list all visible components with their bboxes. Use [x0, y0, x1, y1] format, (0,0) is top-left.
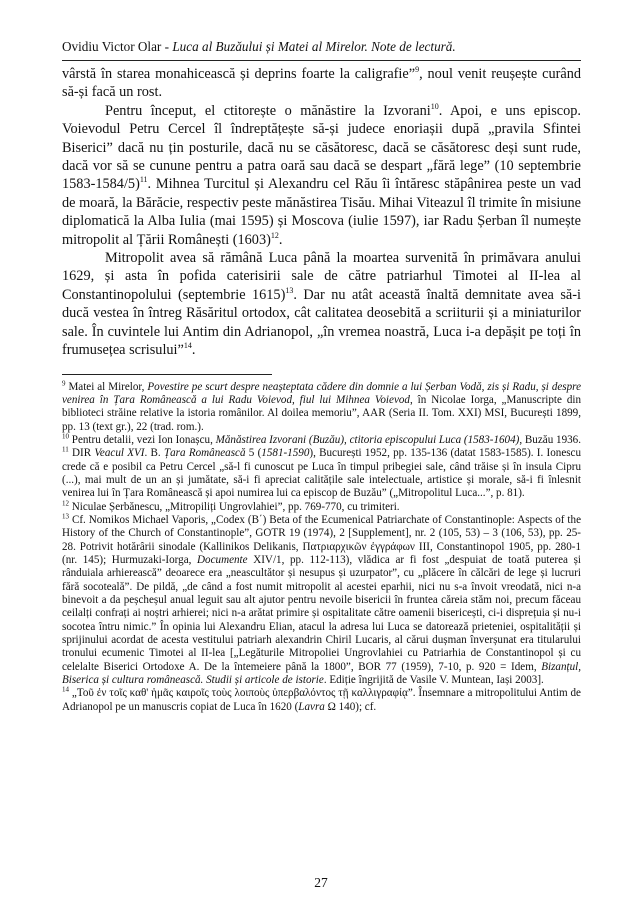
footnote-ref-14[interactable]: 14: [183, 341, 192, 351]
footnote-ref-12[interactable]: 12: [270, 230, 279, 240]
header-rule: [62, 60, 581, 61]
footnote-ref-9[interactable]: 9: [415, 65, 420, 75]
page-number: 27: [314, 875, 328, 890]
footnote-rule: [62, 374, 272, 375]
footnote-ref-13[interactable]: 13: [285, 286, 294, 296]
footnote-ref-11[interactable]: 11: [139, 175, 148, 185]
footnote-9: $^9$ Matei al Mirelor, Povestire pe scurt despre neașteptata cădere din domnie a lui Șerban Vodă, zis și Radu, și despre venirea în Țara Românească a lui Radu Voievod, fiul lui Mihnea Voievod, în Nicolae Iorga, „Manuscripte din biblioteci străine relative la istoria românilor. Al doilea memoriu”, AAR (Seria II. Tom. XXI) MSI, București 1899, pp. 13 (text gr.), 22 (trad. rom.).: [62, 378, 582, 433]
footnote-11: $^{11}$ DIR Veacul XVI. B. Țara Românească 5 (1581-1590), București 1952, pp. 135-136 (datat 1583-1585). I. Ionescu crede că e posibil ca Petru Cercel „să-l fi cunoscut pe Luca în timpul pribegiei sale, când trăise și în insula Cipru (...), mai mult de un an și jumătate, să-i fi apreciat calitățile sale intelectuale, artistice și morale, să-i fi înlesnit venirea lui în Țara Românească și apoi numirea lui ca episcop de Buzău” („Mitropolitul Luca...”, p. 81).: [62, 445, 582, 500]
header-author: Ovidiu Victor Olar -: [62, 39, 173, 54]
running-header: [62, 38, 581, 55]
footnotes: [62, 378, 582, 715]
header-title: Luca al Buzăului și Matei al Mirelor. Note de lectură.: [172, 39, 456, 54]
paragraph-3: Mitropolit avea să rămână Luca până la moartea survenită în primăvara anului 1629, și asta în pofida caterisirii sale de către patriarhul Timotei al II-lea al Constantinopolului (septembrie 1615)$^{13}$. Dar nu atât această înaltă demnitate avea să-i ducă vestea în întreg Răsăritul ortodox, cât calitatea deosebită a scriiturii și a miniaturilor sale. În cuvintele lui Antim din Adrianopol, „în vremea noastră, Luca i-a depășit pe toți în frumusețea scrisului”$^{14}$.: [62, 250, 581, 359]
paragraph-2: Pentru început, el ctitorește o mănăstire la Izvorani$^{10}$. Apoi, e uns episcop. Voievodul Petru Cercel îl îndreptățește să-și judece enoriașii după „pravila Sfintei Biserici” dacă nu țin posturile, dacă nu se căsătoresc, dacă se căsătoresc deși sunt rude, dacă vor să se cunune pentru a patra oară sau dacă se despart „fără lege” (10 septembrie 1583-1584/5)$^{11}$. Mihnea Turcitul și Alexandru cel Rău îi întăresc stăpânirea peste un vad de moară, la Bărăcie, respectiv peste mănăstirea Tisău. Mihai Viteazul îl trimite în misiune diplomatică la Alba Iulia (mai 1595) și Moscova (iulie 1597), iar Radu Șerban îl numește mitropolit al Țării Românești $(1603)^{12}$.: [62, 102, 582, 248]
footnote-13: $^{13}$ Cf. Nomikos Michael Vaporis, „Codex (Β΄) Beta of the Ecumenical Patriarchate of Constantinople: Aspects of the History of the Church of Constantinople”, GOTR 19 (1974), 2 [Supplement], nr. 2 (105, 53) – 3 (106, 53), pp. 25-28. Potrivit hotărârii sinodale (Kallinikos Delikanis, Πατριαρχικῶν ἐγγράφων III, Constantinopol 1905, pp. 280-1 (nr. 145); Hurmuzaki-Iorga, Documente XIV/1, pp. 112-113), vlădica ar fi fost „despuiat de toată puterea și rânduiala arhierească” deoarece era „neascultător și nesupus și uzurpator”, cu „plăcere în călcări de lege și lucruri fără socoteală”. De pildă, „de când a fost numit mitropolit al acestei eparhii, nici nu s-a învoit vreodată, nici n-a binevoit a da peșcheșul anual leguit sau alt ajutor pentru nevoile bisericii în fruntea căreia stăm noi, precum făceau ceilalți confrați ai noștri arhierei; nici n-a arătat primire și ospitalitate către oamenii bisericești, ci-i disprețuia și nu-i socotea întru nimic.” În opinia lui Alexandru Elian, atacul la adresa lui Luca se datorează prieteniei, ospitalității și sprijinului acordat de acesta vestitului patriarh alexandrin Chiril Lucaris, al cărui dușman înverșunat era titularului tronului ecumenic Timotei al II-lea [„Legăturile Mitropoliei Ungrovlahiei cu Patriarhia de Constantinopol și cu celelalte Biserici Ortodoxe A. De la întemeiere până la 1800”, BOR 77 (1959), 7-10, p. 920 = Idem, Bizanțul, Biserica și cultura românească. Studii și articole de istorie. Ediție îngrijită de Vasile V. Muntean, Iași 2003].: [62, 512, 581, 687]
footnote-12: $^{12}$ Niculae Șerbănescu, „Mitropiliți Ungrovlahiei”, pp. 769-770, cu trimiteri.: [62, 498, 400, 513]
footnote-14: $^{14}$ „Τοῦ ἐν τοῖς καθ' ἡμᾶς καιροῖς τοὺς λοιποὺς ὑπερβαλόντος τῇ καλλιγραφίᾳ”. Însemnare a mitropolitului Antim de Adrianopol pe un manuscris copiat de Luca în 1620 (Lavra Ω 140); cf.: [62, 685, 581, 713]
body-text: [62, 65, 581, 360]
paragraph-1: vârstă în starea monahicească și deprins foarte la caligrafie”$^9$, noul venit reușește curând să-și facă un rost.: [62, 65, 582, 101]
page: [62, 38, 581, 714]
footnote-10: $^{10}$ Pentru detalii, vezi Ion Ionașcu, Mănăstirea Izvorani (Buzău), ctitoria episcopului Luca (1583-1604), Buzău 1936.: [62, 432, 581, 446]
footnote-ref-10[interactable]: 10: [430, 102, 439, 112]
